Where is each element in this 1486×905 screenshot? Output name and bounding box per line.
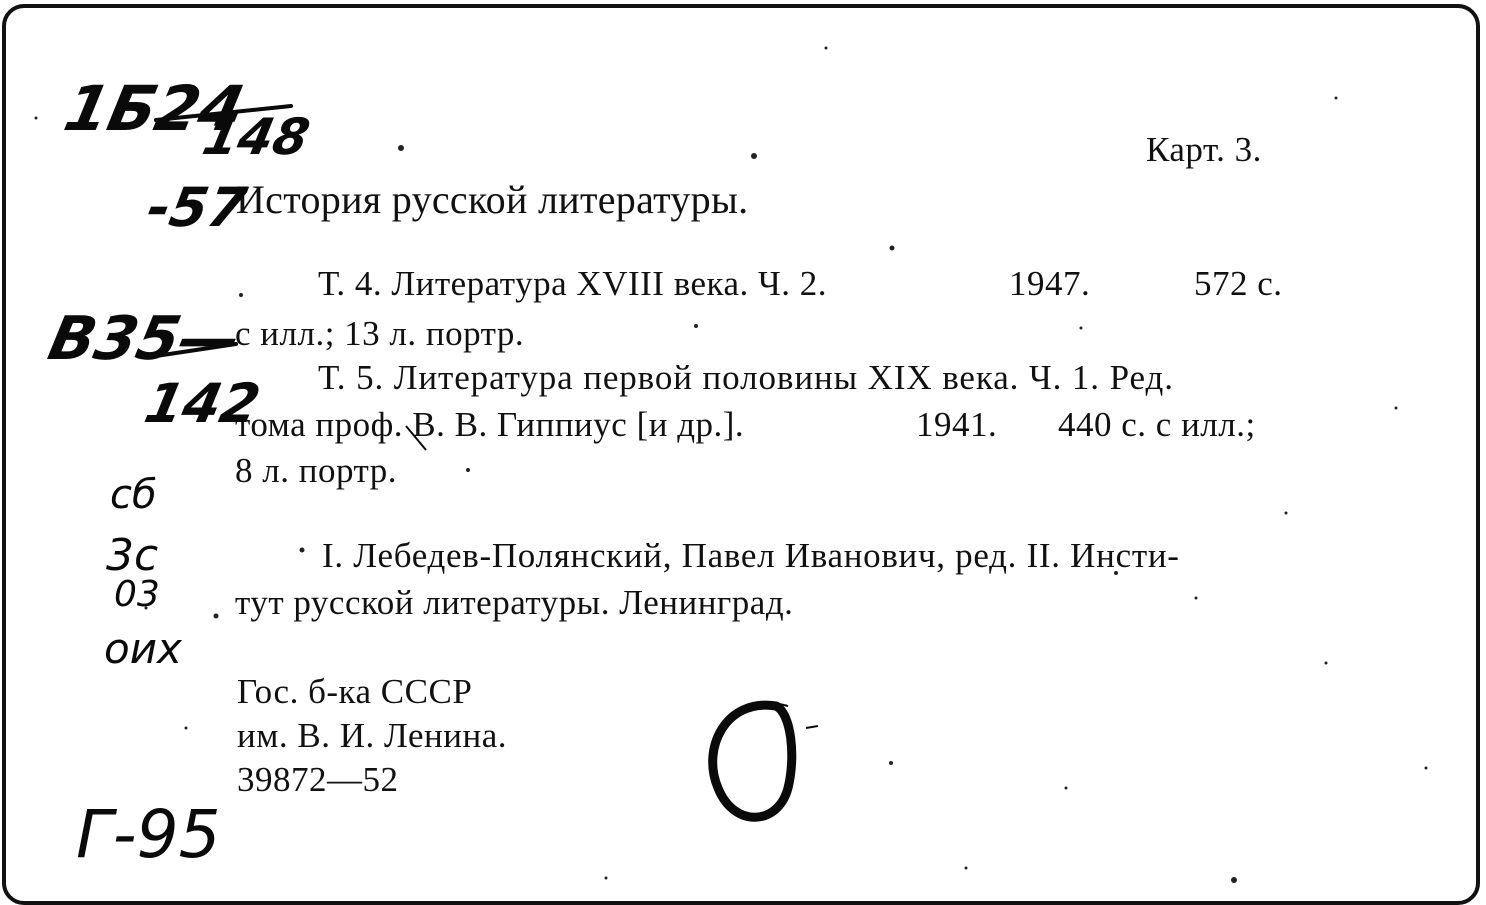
handwritten-note-1: сб: [110, 472, 157, 518]
imprint-library-name: им. В. И. Ленина.: [237, 716, 508, 755]
card-title: История русской литературы.: [236, 177, 749, 222]
catalog-card: [2, 4, 1480, 905]
imprint-order-number: 39872—52: [237, 760, 399, 799]
handwritten-note-3: 03: [114, 574, 160, 615]
volume-5-year: 1941.: [916, 405, 998, 444]
handwritten-class-mark: В35—: [42, 304, 247, 374]
tracings-line-2: тут русской литературы. Ленинград.: [235, 583, 794, 622]
handwritten-shelf-mark-number: -57: [142, 176, 252, 239]
volume-4-pages: 572 с.: [1194, 264, 1283, 303]
handwritten-shelf-mark-top: 1Б24: [58, 72, 251, 145]
volume-4-description: Т. 4. Литература XVIII века. Ч. 2.: [318, 264, 828, 303]
volume-5-editors: тома проф. В. В. Гиппиус [и др.].: [235, 405, 745, 444]
volume-5-description: Т. 5. Литература первой половины XIX века. Ч. 1. Ред.: [318, 358, 1174, 397]
handwritten-note-4: оих: [104, 624, 182, 673]
volume-4-year: 1947.: [1009, 264, 1091, 303]
handwritten-class-mark-sub: 142: [139, 372, 266, 435]
imprint-library: Гос. б-ка СССР: [237, 672, 473, 711]
handwritten-strokes: [6, 8, 1476, 901]
tracings-line-1: I. Лебедев-Полянский, Павел Иванович, ред. II. Инсти-: [322, 536, 1180, 575]
volume-5-portraits: 8 л. портр.: [235, 451, 397, 490]
volume-5-pages: 440 с. с илл.;: [1058, 405, 1256, 444]
handwritten-bottom-code: Г-95: [76, 796, 221, 873]
handwritten-shelf-mark-sub: 148: [197, 108, 315, 166]
volume-4-illustrations: с илл.; 13 л. портр.: [235, 314, 525, 353]
card-number: Карт. 3.: [1146, 130, 1262, 169]
handwritten-note-2: 3с: [106, 530, 159, 581]
